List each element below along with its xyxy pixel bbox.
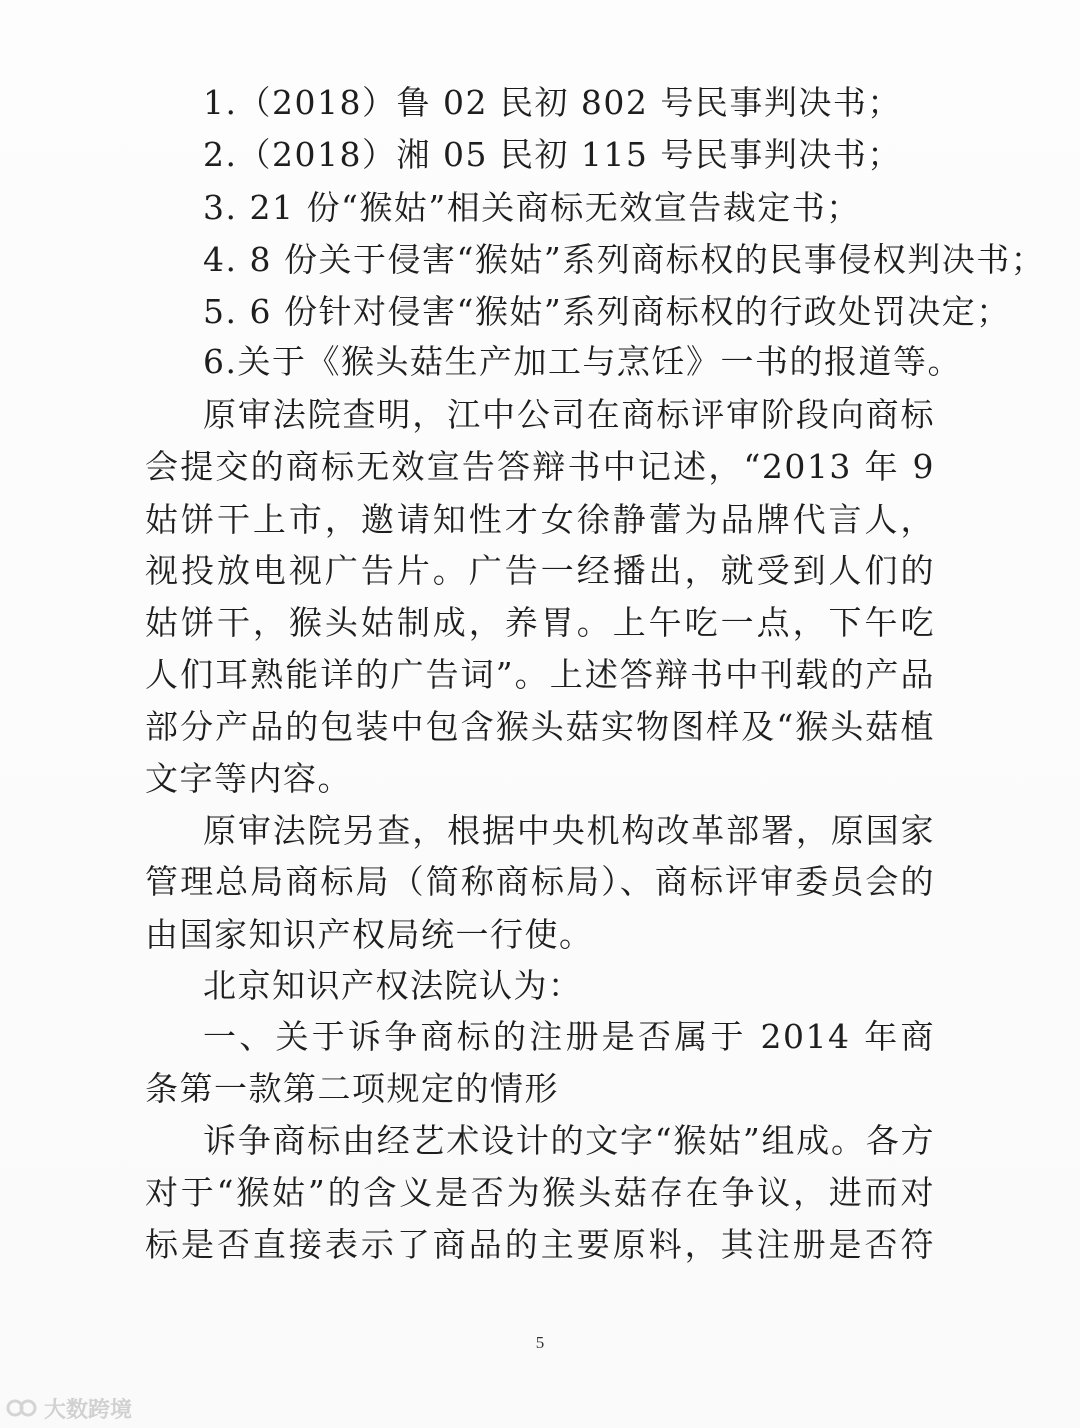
text-line: 原审法院另查，根据中央机构改革部署，原国家 bbox=[203, 811, 935, 850]
section-heading: 条第一款第二项规定的情形 bbox=[145, 1069, 559, 1108]
text-line: 原审法院查明，江中公司在商标评审阶段向商标 bbox=[203, 395, 935, 434]
text-line: 6.关于《猴头菇生产加工与烹饪》一书的报道等。 bbox=[203, 342, 962, 381]
watermark-logo-icon bbox=[6, 1395, 38, 1421]
text-line: 由国家知识产权局统一行使。 bbox=[145, 915, 594, 954]
text-line: 部分产品的包装中包含猴头菇实物图样及“猴头菇植 bbox=[145, 707, 935, 746]
text-line: 4. 8 份关于侵害“猴姑”系列商标权的民事侵权判决书； bbox=[203, 240, 1046, 279]
text-line: 1.（2018）鲁 02 民初 802 号民事判决书； bbox=[203, 83, 902, 122]
text-line: 人们耳熟能详的广告词”。上述答辩书中刊载的产品 bbox=[145, 655, 935, 694]
watermark-text: 大数跨境 bbox=[44, 1397, 133, 1423]
text-line: 标是否直接表示了商品的主要原料，其注册是否符 bbox=[145, 1225, 935, 1264]
text-line: 姑饼干上市，邀请知性才女徐静蕾为品牌代言人， bbox=[145, 500, 935, 539]
text-line: 对于“猴姑”的含义是否为猴头菇存在争议，进而对 bbox=[145, 1173, 935, 1212]
page-number: 5 bbox=[535, 1333, 545, 1352]
text-line: 姑饼干，猴头姑制成，养胃。上午吃一点，下午吃 bbox=[145, 603, 935, 642]
text-line: 会提交的商标无效宣告答辩书中记述，“2013 年 9 bbox=[145, 447, 935, 486]
text-line: 诉争商标由经艺术设计的文字“猴姑”组成。各方 bbox=[203, 1121, 935, 1160]
text-line: 文字等内容。 bbox=[145, 759, 352, 798]
text-line: 管理总局商标局（简称商标局）、商标评审委员会的 bbox=[145, 862, 935, 901]
watermark bbox=[6, 1393, 132, 1423]
text-line: 2.（2018）湘 05 民初 115 号民事判决书； bbox=[203, 135, 902, 174]
text-line: 5. 6 份针对侵害“猴姑”系列商标权的行政处罚决定； bbox=[203, 292, 1011, 331]
text-line: 3. 21 份“猴姑”相关商标无效宣告裁定书； bbox=[203, 188, 861, 227]
section-heading: 一、关于诉争商标的注册是否属于 2014 年商 bbox=[203, 1017, 935, 1056]
text-line: 北京知识产权法院认为： bbox=[203, 966, 583, 1005]
text-line: 视投放电视广告片。广告一经播出，就受到人们的 bbox=[145, 551, 935, 590]
